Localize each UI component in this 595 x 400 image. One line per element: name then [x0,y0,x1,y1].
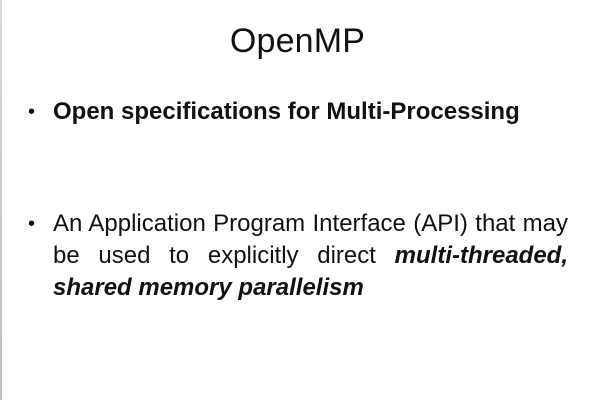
bullet-marker: • [28,213,36,235]
bullet-marker: • [28,101,36,123]
bullet-text: Open specifications for Multi-Processing [53,98,520,125]
bullet-text [53,208,568,304]
bullet-item-api-definition [28,208,568,304]
bullet-text-emphasis: multi-threaded, shared memory parallelism [53,242,568,301]
bullet-text-plain: An Application Program Interface (API) that may be used to explicitly direct [53,210,568,269]
slide-title: OpenMP [229,22,366,60]
bullet-item-open-specifications [28,96,568,128]
